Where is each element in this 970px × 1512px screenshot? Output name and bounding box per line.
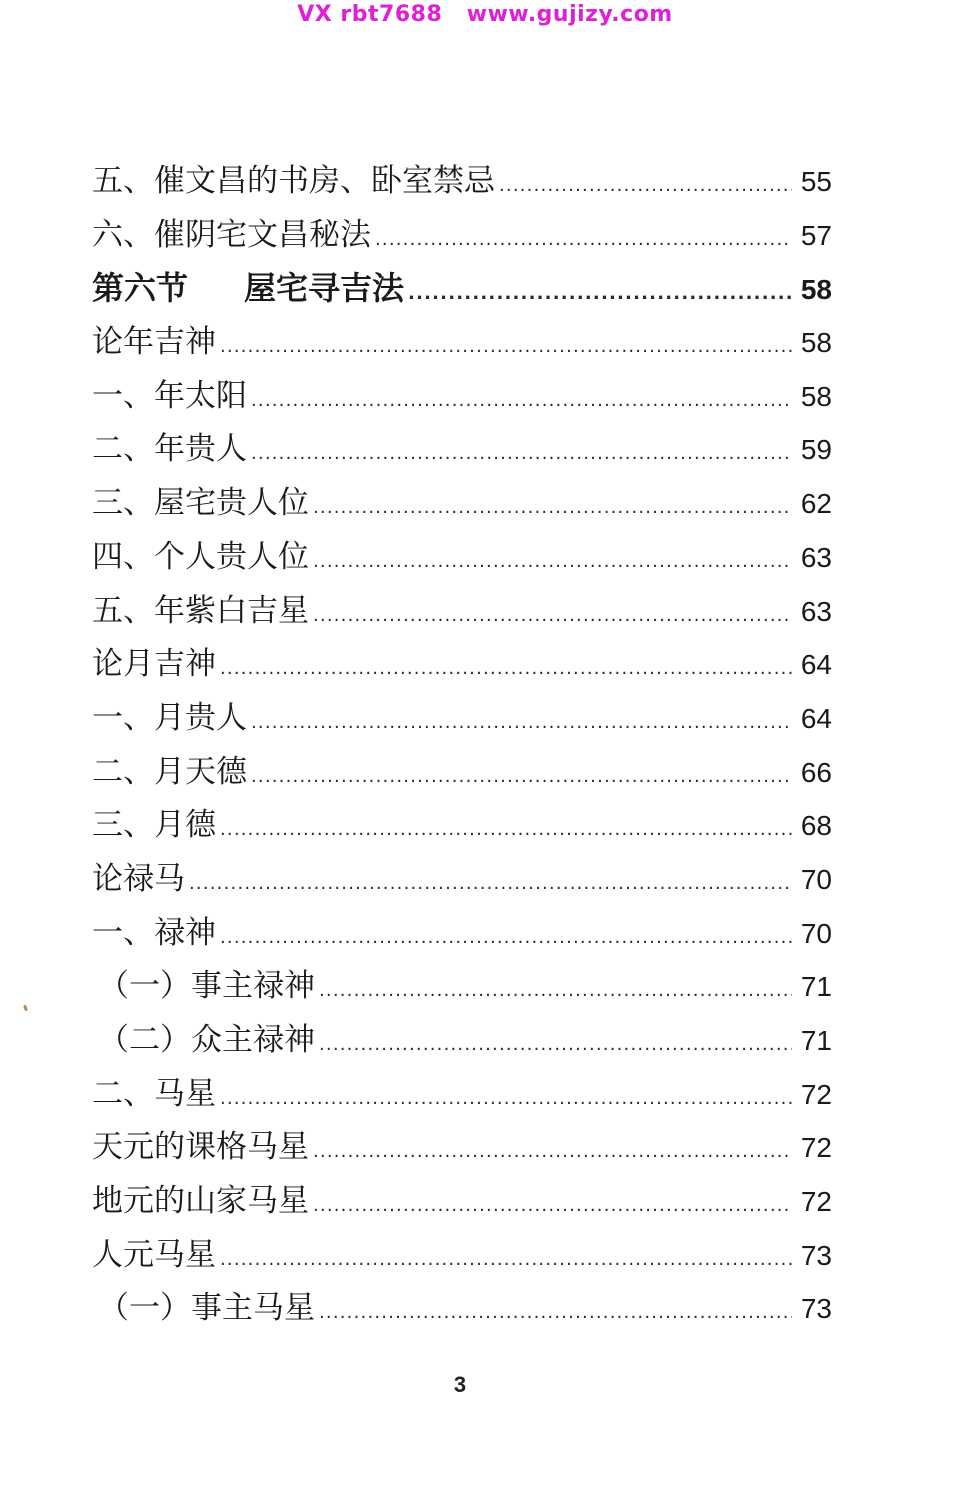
- toc-entry[interactable]: [92, 155, 832, 209]
- toc-entry-page: 64: [800, 702, 832, 734]
- toc-entry-page: 72: [800, 1186, 832, 1218]
- toc-entry-page: 58: [800, 274, 832, 306]
- toc-entry-page: 71: [800, 971, 832, 1003]
- toc-entry-title: 天元的课格马星: [92, 1129, 309, 1166]
- watermark-wechat: VX rbt7688: [297, 2, 443, 27]
- toc-entry[interactable]: [92, 1175, 832, 1229]
- toc-entry[interactable]: [92, 1282, 832, 1336]
- toc-entry-title: 三、屋宅贵人位: [92, 485, 309, 522]
- toc-entry-page: 58: [800, 380, 832, 412]
- toc-leader-dots: [220, 1072, 792, 1126]
- toc-entry-title: 三、月德: [92, 807, 216, 844]
- toc-section-number: 第六节: [92, 269, 189, 308]
- toc-leader-dots: [313, 535, 792, 589]
- toc-entry[interactable]: [92, 316, 832, 370]
- toc-entry-title: 一、月贵人: [92, 699, 247, 736]
- toc-entry-page: 62: [800, 488, 832, 520]
- toc-entry-page: 72: [800, 1132, 832, 1164]
- scan-speck: [23, 1005, 28, 1012]
- watermark-url: www.gujizy.com: [466, 2, 673, 27]
- toc-entry-title: （一）事主马星: [98, 1290, 315, 1327]
- toc-leader-dots: [220, 803, 792, 857]
- toc-entry-page: 64: [800, 649, 832, 681]
- toc-entry-title: 论年吉神: [92, 324, 216, 361]
- toc-section-title: [92, 262, 404, 316]
- toc-entry-page: 57: [800, 219, 832, 251]
- toc-entry[interactable]: [92, 960, 832, 1014]
- toc-leader-dots: [313, 589, 792, 643]
- toc-entry-title: 一、禄神: [92, 914, 216, 951]
- toc-entry-title: （一）事主禄神: [98, 968, 315, 1005]
- toc-leader-dots: [189, 857, 792, 911]
- toc-leader-dots: [313, 1125, 792, 1179]
- toc-leader-dots: [220, 911, 792, 965]
- toc-entry-title: （二）众主禄神: [98, 1022, 315, 1058]
- toc-leader-dots: [313, 1179, 792, 1233]
- toc-section-heading[interactable]: [92, 262, 832, 316]
- toc-entry-title: 一、年太阳: [92, 377, 247, 414]
- toc-entry-title: 人元马星: [92, 1236, 216, 1273]
- toc-entry[interactable]: [92, 746, 832, 800]
- toc-entry[interactable]: [92, 692, 832, 746]
- toc-leader-dots: [220, 642, 792, 696]
- toc-entry[interactable]: [92, 370, 832, 424]
- toc-leader-dots: [499, 159, 792, 213]
- page-number: 3: [453, 1372, 467, 1397]
- toc-entry[interactable]: [92, 853, 832, 907]
- toc-entry-page: 55: [800, 166, 832, 197]
- toc-entry-page: 68: [800, 810, 832, 842]
- toc-section-name: 屋宅寻吉法: [244, 269, 405, 308]
- toc-leader-dots: [375, 213, 792, 267]
- toc-entry[interactable]: [92, 531, 832, 585]
- toc-leader-dots: [220, 320, 792, 374]
- toc-entry-page: 66: [800, 756, 832, 788]
- toc-entry-title: 二、年贵人: [92, 431, 247, 468]
- toc-entry-title: 五、催文昌的书房、卧室禁忌: [92, 163, 495, 199]
- toc-leader-dots: [319, 1286, 792, 1340]
- toc-entry-page: 70: [800, 863, 832, 895]
- toc-entry-title: 论月吉神: [92, 646, 216, 683]
- toc-leader-dots: [220, 1233, 792, 1287]
- toc-entry[interactable]: [92, 1229, 832, 1283]
- toc-entry-page: 73: [800, 1239, 832, 1271]
- toc-entry[interactable]: [92, 209, 832, 263]
- toc-entry[interactable]: [92, 907, 832, 961]
- watermark: [0, 2, 970, 27]
- toc-entry[interactable]: [92, 638, 832, 692]
- toc-entry-page: 70: [800, 917, 832, 949]
- toc-entry-page: 72: [800, 1078, 832, 1110]
- toc-entry-title: 论禄马: [92, 860, 185, 897]
- toc-entry-title: 地元的山家马星: [92, 1183, 309, 1220]
- toc-entry-title: 六、催阴宅文昌秘法: [92, 216, 371, 253]
- toc-entry-page: 63: [800, 595, 832, 627]
- toc-entry[interactable]: [92, 477, 832, 531]
- toc-entry-page: 58: [800, 327, 832, 359]
- toc-entry-page: 63: [800, 541, 832, 573]
- toc-entry[interactable]: [92, 585, 832, 639]
- toc-leader-dots: [251, 427, 792, 481]
- toc-entry-page: 73: [800, 1293, 832, 1325]
- toc-entry[interactable]: [92, 423, 832, 477]
- toc-leader-dots: [319, 1018, 792, 1072]
- toc-entry-title: 四、个人贵人位: [92, 538, 309, 575]
- toc-entry-title: 五、年紫白吉星: [92, 592, 309, 629]
- toc-leader-dots: [251, 696, 792, 750]
- toc-entry-title: 二、马星: [92, 1075, 216, 1112]
- table-of-contents: [92, 155, 832, 1336]
- toc-entry-page: 59: [800, 434, 832, 466]
- toc-leader-dots: [408, 267, 792, 321]
- toc-entry[interactable]: [92, 1121, 832, 1175]
- toc-leader-dots: [251, 750, 792, 804]
- toc-entry-page: 71: [800, 1025, 832, 1056]
- toc-leader-dots: [313, 481, 792, 535]
- toc-leader-dots: [319, 964, 792, 1018]
- toc-entry[interactable]: [92, 1014, 832, 1068]
- toc-leader-dots: [251, 374, 792, 428]
- toc-entry-title: 二、月天德: [92, 753, 247, 790]
- toc-entry[interactable]: [92, 1068, 832, 1122]
- toc-entry[interactable]: [92, 799, 832, 853]
